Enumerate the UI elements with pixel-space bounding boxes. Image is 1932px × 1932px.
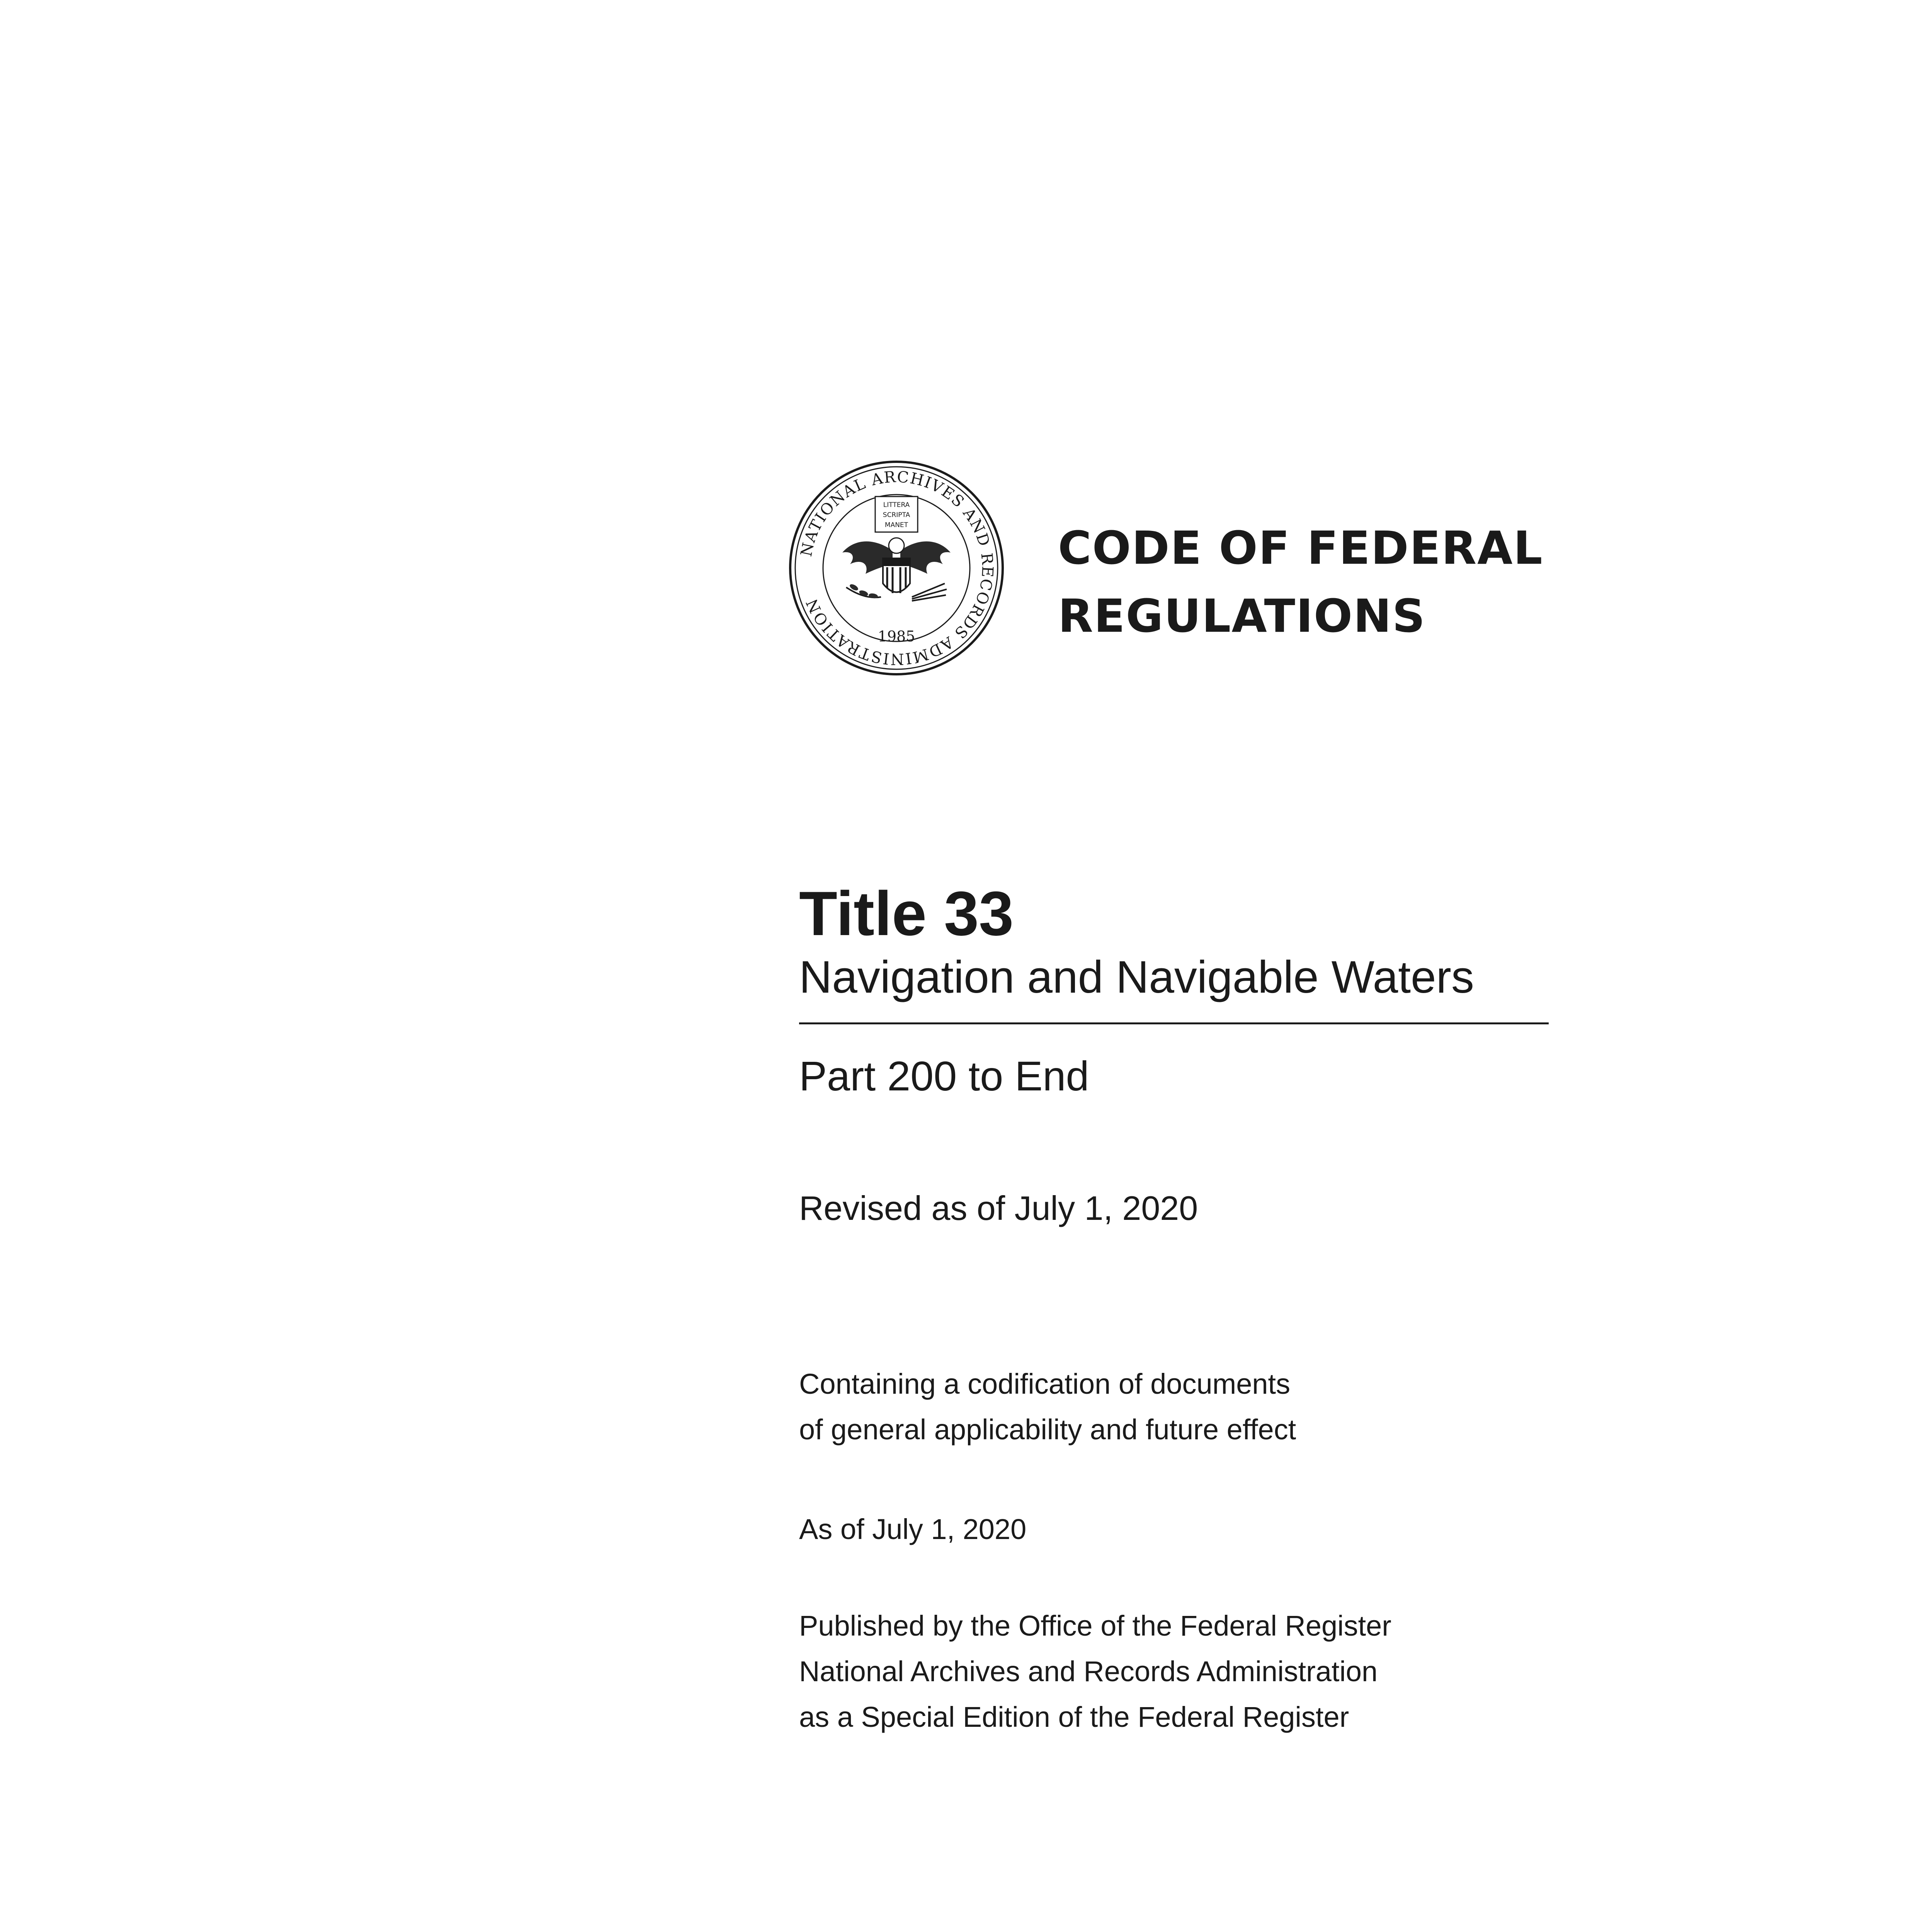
publisher-statement (799, 1603, 1549, 1740)
codification-statement (799, 1361, 1549, 1452)
title-divider (799, 1022, 1549, 1024)
cfr-heading-line-1: CODE OF FEDERAL (1058, 521, 1543, 575)
title-block (799, 877, 1549, 1740)
cfr-heading-line-2: REGULATIONS (1058, 589, 1426, 643)
seal-banner-line-1: LITTERA (883, 501, 910, 509)
part-range: Part 200 to End (799, 1053, 1089, 1099)
title-subject: Navigation and Navigable Waters (799, 952, 1474, 1003)
title-number: Title 33 (799, 879, 1014, 949)
seal-ring-text: NATIONAL ARCHIVES AND RECORDS ADMINISTRATION (797, 468, 997, 668)
revision-date: Revised as of July 1, 2020 (799, 1189, 1198, 1227)
publisher-line-3: as a Special Edition of the Federal Register (799, 1701, 1349, 1733)
publisher-line-1: Published by the Office of the Federal Register (799, 1610, 1391, 1642)
codification-line-1: Containing a codification of documents (799, 1368, 1291, 1400)
as-of-date: As of July 1, 2020 (799, 1513, 1027, 1545)
seal-banner-line-3: MANET (884, 521, 908, 529)
seal-banner-line-2: SCRIPTA (883, 511, 910, 519)
seal-year: 1985 (878, 628, 915, 645)
publisher-line-2: National Archives and Records Administration (799, 1655, 1378, 1687)
codification-line-2: of general applicability and future effect (799, 1413, 1296, 1446)
nara-seal-icon (788, 460, 1005, 676)
nara-seal (788, 460, 1005, 676)
cfr-heading (1058, 514, 1543, 650)
